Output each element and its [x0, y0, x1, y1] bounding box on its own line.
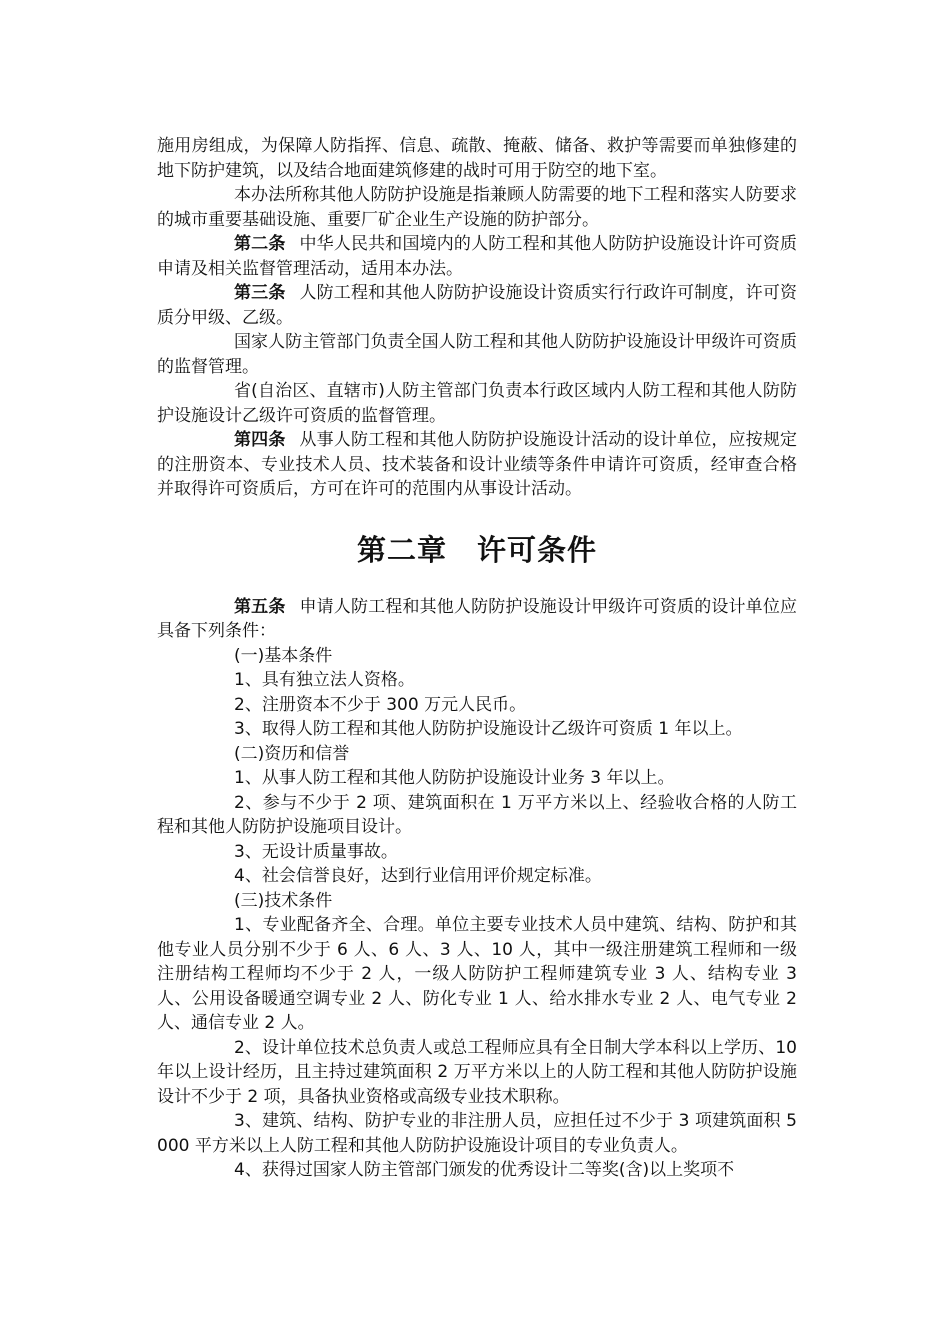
list-item: 1、从事人防工程和其他人防防护设施设计业务 3 年以上。: [234, 768, 675, 788]
list-item: 4、获得过国家人防主管部门颁发的优秀设计二等奖(含)以上奖项不: [234, 1160, 735, 1180]
list-item: 3、建筑、结构、防护专业的非注册人员，应担任过不少于 3 项建筑面积 5000 平方米以上人防工程和其他人防防护设施设计项目的专业负责人。: [157, 1111, 797, 1156]
paragraph: 国家人防主管部门负责全国人防工程和其他人防防护设施设计甲级许可资质的监督管理。: [157, 332, 797, 377]
chapter-heading: [157, 530, 797, 570]
chapter-number: 第二章: [356, 532, 447, 567]
article-4: 第四条 从事人防工程和其他人防防护设施设计活动的设计单位，应按规定的注册资本、专业技术人员、技术装备和设计业绩等条件申请许可资质，经审查合格并取得许可资质后，方可在许可的范围内从事设计活动。: [157, 430, 797, 499]
paragraph: 本办法所称其他人防防护设施是指兼顾人防需要的地下工程和落实人防要求的城市重要基础设施、重要厂矿企业生产设施的防护部分。: [157, 185, 797, 230]
list-item: 2、设计单位技术总负责人或总工程师应具有全日制大学本科以上学历、10 年以上设计经历，且主持过建筑面积 2 万平方米以上的人防工程和其他人防防护设施设计不少于 2 项，具备执业资格或高级专业技术职称。: [157, 1037, 797, 1107]
list-item: 2、参与不少于 2 项、建筑面积在 1 万平方米以上、经验收合格的人防工程和其他人防防护设施项目设计。: [157, 792, 797, 837]
article-2: 第二条 中华人民共和国境内的人防工程和其他人防防护设施设计许可资质申请及相关监督管理活动，适用本办法。: [157, 234, 797, 279]
article-5: 第五条 申请人防工程和其他人防防护设施设计甲级许可资质的设计单位应具备下列条件：: [157, 596, 797, 641]
section-heading: (一)基本条件: [234, 645, 333, 666]
document-body: [157, 134, 797, 1183]
article-3: 第三条 人防工程和其他人防防护设施设计资质实行行政许可制度，许可资质分甲级、乙级。: [157, 283, 797, 328]
list-item: 1、具有独立法人资格。: [234, 670, 415, 690]
article-label: 第四条: [234, 430, 286, 450]
list-item: 3、无设计质量事故。: [234, 841, 398, 862]
section-heading: (二)资历和信誉: [234, 743, 350, 764]
article-label: 第三条: [234, 283, 286, 303]
chapter-title: 许可条件: [477, 532, 598, 567]
paragraph: 施用房组成，为保障人防指挥、信息、疏散、掩蔽、储备、救护等需要而单独修建的地下防护建筑，以及结合地面建筑修建的战时可用于防空的地下室。: [157, 136, 797, 181]
list-item: 1、专业配备齐全、合理。单位主要专业技术人员中建筑、结构、防护和其他专业人员分别不少于 6 人、6 人、3 人、10 人，其中一级注册建筑工程师和一级注册结构工程师均不少于 2 人，一级人防防护工程师建筑专业 3 人、结构专业 3 人、公用设备暖通空调专业 2 人、防化专业 1 人、给水排水专业 2 人、电气专业 2 人、通信专业 2 人。: [157, 915, 797, 1033]
list-item: 2、注册资本不少于 300 万元人民币。: [234, 694, 527, 715]
list-item: 3、取得人防工程和其他人防防护设施设计乙级许可资质 1 年以上。: [234, 719, 743, 739]
article-label: 第二条: [234, 234, 286, 254]
article-label: 第五条: [234, 596, 286, 617]
section-heading: (三)技术条件: [234, 890, 333, 911]
list-item: 4、社会信誉良好，达到行业信用评价规定标准。: [234, 866, 602, 886]
paragraph: 省(自治区、直辖市)人防主管部门负责本行政区域内人防工程和其他人防防护设施设计乙级许可资质的监督管理。: [157, 381, 797, 426]
